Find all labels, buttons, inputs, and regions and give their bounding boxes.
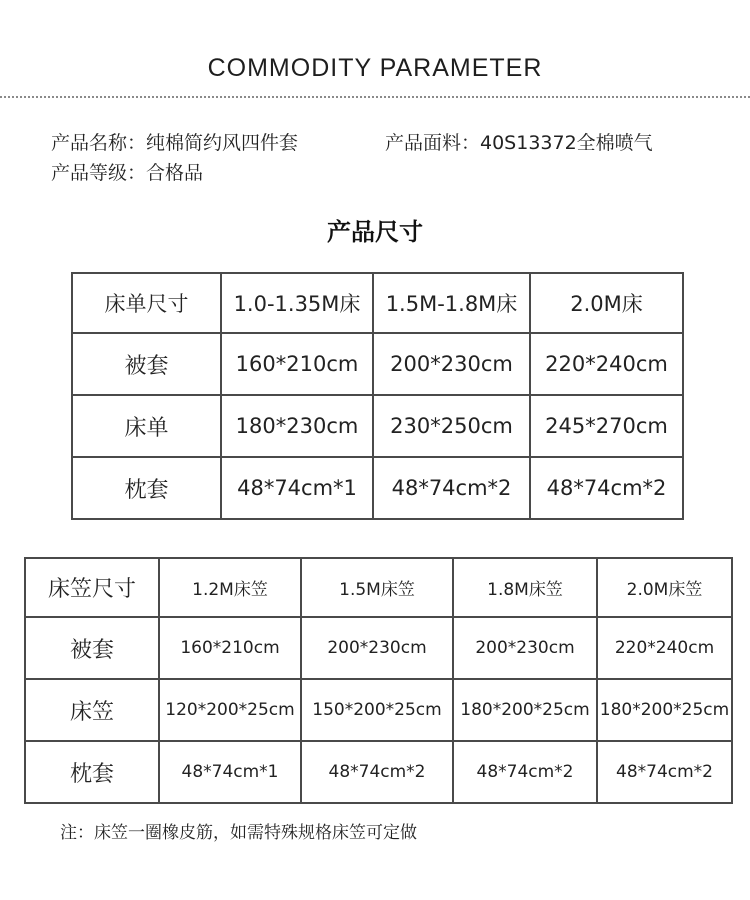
dotted-divider (0, 96, 750, 98)
table-cell: 160*210cm (159, 617, 301, 679)
table-cell: 48*74cm*2 (530, 457, 683, 519)
row-label: 枕套 (72, 457, 221, 519)
table-row (72, 395, 683, 457)
table-cell: 180*200*25cm (597, 679, 732, 741)
product-fabric: 产品面料：40S13372全棉喷气 (385, 132, 653, 154)
table-cell: 245*270cm (530, 395, 683, 457)
table-cell: 48*74cm*1 (159, 741, 301, 803)
table-cell: 48*74cm*2 (453, 741, 597, 803)
table-cell: 200*230cm (301, 617, 453, 679)
table-cell: 48*74cm*2 (597, 741, 732, 803)
row-label: 床单 (72, 395, 221, 457)
table-cell: 48*74cm*2 (301, 741, 453, 803)
table-header-cell: 1.8M床笠 (453, 558, 597, 617)
table-row (25, 741, 732, 803)
table-row (72, 457, 683, 519)
row-label: 被套 (25, 617, 159, 679)
row-label: 床笠 (25, 679, 159, 741)
table-header-cell: 1.0-1.35M床 (221, 273, 373, 333)
table-row (25, 617, 732, 679)
table-header-cell: 1.5M-1.8M床 (373, 273, 530, 333)
table-header-cell: 床单尺寸 (72, 273, 221, 333)
table-row (25, 679, 732, 741)
footnote: 注：床笠一圈橡皮筋，如需特殊规格床笠可定做 (60, 823, 417, 843)
table-header-cell: 1.2M床笠 (159, 558, 301, 617)
page-title: COMMODITY PARAMETER (207, 54, 543, 82)
table-row (72, 333, 683, 395)
table-cell: 230*250cm (373, 395, 530, 457)
table-header-cell: 1.5M床笠 (301, 558, 453, 617)
table-header-cell: 2.0M床笠 (597, 558, 732, 617)
table-cell: 220*240cm (530, 333, 683, 395)
table-header-cell: 床笠尺寸 (25, 558, 159, 617)
table-cell: 120*200*25cm (159, 679, 301, 741)
section-title: 产品尺寸 (327, 218, 423, 246)
fitted-sheet-size-table (24, 557, 733, 804)
table-cell: 220*240cm (597, 617, 732, 679)
table-cell: 200*230cm (373, 333, 530, 395)
table-cell: 180*200*25cm (453, 679, 597, 741)
row-label: 枕套 (25, 741, 159, 803)
table-cell: 150*200*25cm (301, 679, 453, 741)
table-cell: 180*230cm (221, 395, 373, 457)
table-cell: 48*74cm*1 (221, 457, 373, 519)
table-cell: 48*74cm*2 (373, 457, 530, 519)
table-header-cell: 2.0M床 (530, 273, 683, 333)
table-header-row (72, 273, 683, 333)
table-header-row (25, 558, 732, 617)
row-label: 被套 (72, 333, 221, 395)
product-name: 产品名称：纯棉简约风四件套 (51, 132, 299, 154)
flat-sheet-size-table (71, 272, 684, 520)
product-grade: 产品等级：合格品 (51, 162, 204, 184)
table-cell: 200*230cm (453, 617, 597, 679)
table-cell: 160*210cm (221, 333, 373, 395)
